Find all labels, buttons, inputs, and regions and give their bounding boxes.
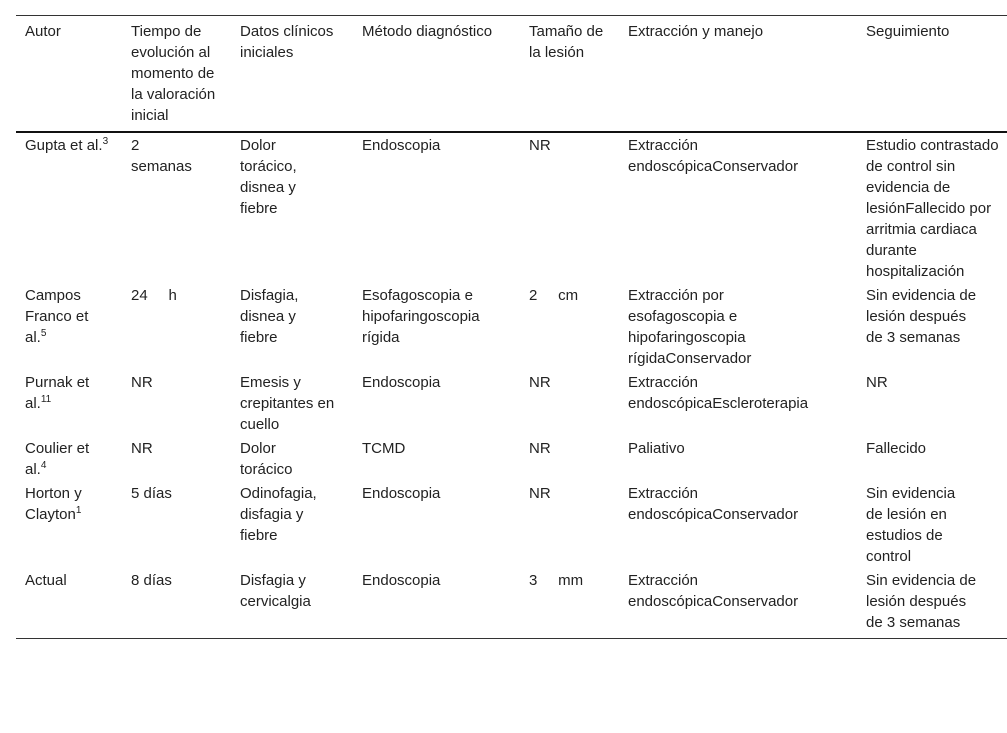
cell-followup: Sin evidencia de lesión en estudios de control <box>866 485 956 565</box>
author-name: Gupta et al. <box>25 137 103 154</box>
cell-clinical: Emesis y crepitantes en cuello <box>240 374 335 433</box>
cell-followup: Sin evidencia de lesión después de 3 semanas <box>866 287 977 346</box>
header-followup: Seguimiento <box>866 23 950 40</box>
reference-number: 3 <box>102 136 109 147</box>
cell-management: Extracción por esofagoscopia e hipofaringoscopia rígidaConservador <box>628 287 752 367</box>
header-author: Autor <box>25 23 61 40</box>
author-name: Actual <box>25 572 67 589</box>
reference-number: 5 <box>40 328 47 339</box>
cell-author <box>16 132 122 283</box>
case-comparison-table <box>16 15 1007 639</box>
header-clinical: Datos clínicos iniciales <box>240 23 334 61</box>
cell-method: TCMD <box>362 440 406 457</box>
table-header <box>16 16 1007 133</box>
cell-author <box>16 481 122 568</box>
cell-size: NR <box>529 440 551 457</box>
author-name: Purnak et al. <box>25 374 90 412</box>
cell-management: Extracción endoscópicaConservador <box>628 137 799 175</box>
cell-method: Endoscopia <box>362 137 441 154</box>
cell-method: Endoscopia <box>362 374 441 391</box>
cell-management: Extracción endoscópicaEscleroterapia <box>628 374 809 412</box>
cell-method: Endoscopia <box>362 572 441 589</box>
cell-size: 2 cm <box>529 287 579 304</box>
cell-size: 3 mm <box>529 572 584 589</box>
cell-time: NR <box>131 440 153 457</box>
cell-size: NR <box>529 374 551 391</box>
cell-time: 5 días <box>131 485 172 502</box>
header-method: Método diagnóstico <box>362 23 493 40</box>
cell-management: Extracción endoscópicaConservador <box>628 485 799 523</box>
cell-followup: Sin evidencia de lesión después de 3 semanas <box>866 572 977 631</box>
header-size: Tamaño de la lesión <box>529 23 604 61</box>
cell-author <box>16 436 122 481</box>
cell-clinical: Odinofagia, disfagia y fiebre <box>240 485 317 544</box>
cell-method: Esofagoscopia e hipofaringoscopia rígida <box>362 287 480 346</box>
reference-number: 11 <box>40 394 52 405</box>
table-row <box>16 568 1007 639</box>
table-row <box>16 283 1007 370</box>
reference-number: 4 <box>40 460 47 471</box>
author-name: Horton y Clayton <box>25 485 82 523</box>
header-time: Tiempo de evolución al momento de la valoración inicial <box>131 23 216 124</box>
table-row <box>16 132 1007 283</box>
cell-size: NR <box>529 137 551 154</box>
cell-management: Paliativo <box>628 440 685 457</box>
cell-clinical: Dolor torácico <box>240 440 293 478</box>
cell-author <box>16 370 122 436</box>
header-row <box>16 16 1007 133</box>
cell-followup: Fallecido <box>866 440 927 457</box>
cell-clinical: Disfagia, disnea y fiebre <box>240 287 299 346</box>
table-body <box>16 132 1007 639</box>
cell-method: Endoscopia <box>362 485 441 502</box>
cell-clinical: Disfagia y cervicalgia <box>240 572 311 610</box>
cell-size: NR <box>529 485 551 502</box>
cell-time: 2 semanas <box>131 137 192 175</box>
cell-followup: Estudio contrastado de control sin evidencia de lesiónFallecido por arritmia cardiaca durante hospitalización <box>866 137 999 280</box>
cell-clinical: Dolor torácico, disnea y fiebre <box>240 137 297 217</box>
table-row <box>16 436 1007 481</box>
header-management: Extracción y manejo <box>628 23 764 40</box>
cell-time: NR <box>131 374 153 391</box>
cell-management: Extracción endoscópicaConservador <box>628 572 799 610</box>
table-row <box>16 481 1007 568</box>
table-row <box>16 370 1007 436</box>
cell-author <box>16 283 122 370</box>
author-name: Coulier et al. <box>25 440 90 478</box>
cell-time: 8 días <box>131 572 172 589</box>
reference-number: 1 <box>75 505 82 516</box>
cell-author <box>16 568 122 639</box>
cell-followup: NR <box>866 374 888 391</box>
cell-time: 24 h <box>131 287 177 304</box>
author-name: Campos Franco et al. <box>25 287 89 346</box>
